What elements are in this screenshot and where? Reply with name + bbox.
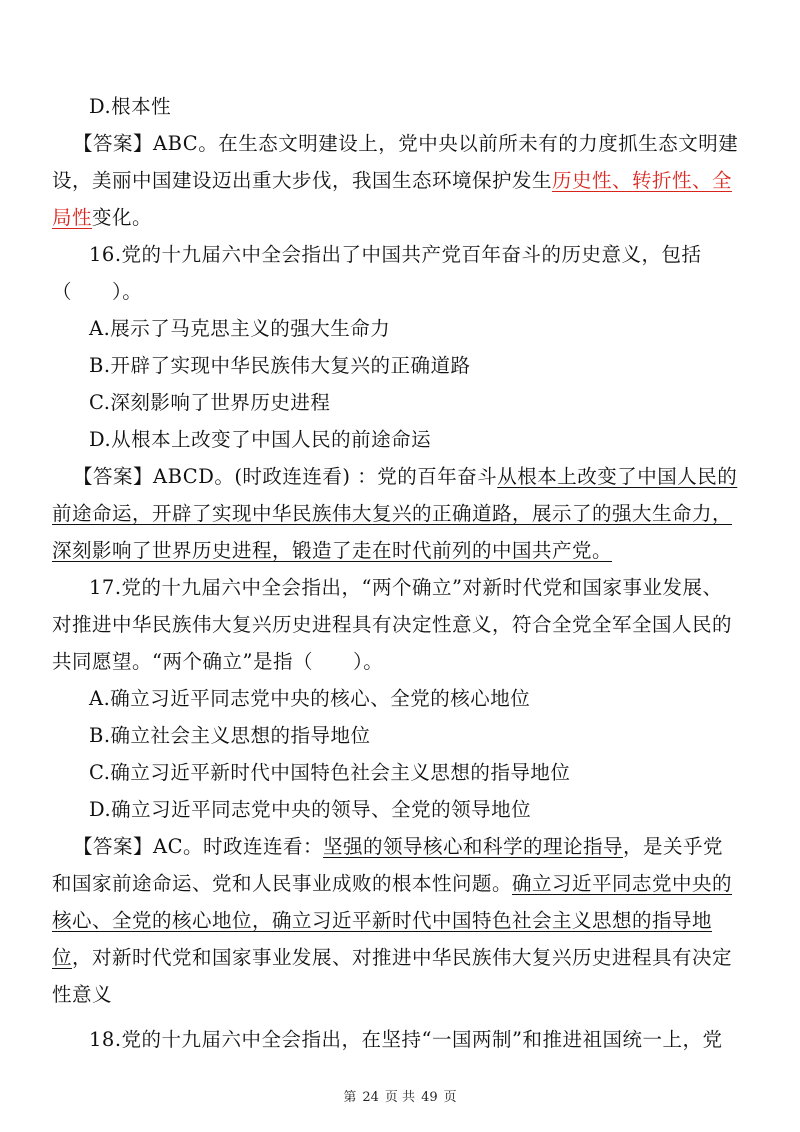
footer-middle: 页 共 (384, 1090, 416, 1105)
q17-answer (52, 828, 742, 1013)
q17-answer-underlined-2: 确立习近平同志党中央的核心、全党的核心地位，确立习近平新时代中国特色社会主义思想的指导地位 (52, 872, 733, 969)
footer-prefix: 第 (343, 1090, 357, 1105)
q17-option-c: C.确立习近平新时代中国特色社会主义思想的指导地位 (89, 761, 571, 784)
q15-answer (52, 125, 742, 236)
q17-answer-mid: ，是关乎党和国家前途命运、党和人民事业成败的根本性问题。 (52, 835, 724, 895)
q18-stem: 18.党的十九届六中全会指出，在坚持“一国两制”和推进祖国统一上，党 (89, 1028, 723, 1051)
footer-page-current: 24 (362, 1090, 379, 1105)
page-content (52, 88, 742, 1058)
q16-stem: 16.党的十九届六中全会指出了中国共产党百年奋斗的历史意义，包括（ ）。 (52, 243, 702, 303)
q17-option-b: B.确立社会主义思想的指导地位 (89, 724, 371, 747)
q17-answer-underlined-1: 坚强的领导核心和科学的理论指导 (323, 835, 624, 858)
q16-option-d: D.从根本上改变了中国人民的前途命运 (89, 428, 432, 451)
q16-option-a: A.展示了马克思主义的强大生命力 (89, 317, 391, 340)
q16-answer (52, 458, 742, 569)
q16-answer-underlined: 从根本上改变了中国人民的前途命运，开辟了实现中华民族伟大复兴的正确道路，展示了的强大生命力，深刻影响了世界历史进程，锻造了走在时代前列的中国共产党。 (52, 465, 738, 562)
q15-answer-highlight: 历史性、转折性、全局性 (52, 169, 733, 229)
footer-page-total: 49 (421, 1090, 438, 1105)
q17-answer-end: ，对新时代党和国家事业发展、对推进中华民族伟大复兴历史进程具有决定性意义 (52, 946, 733, 1006)
q16-option-b: B.开辟了实现中华民族伟大复兴的正确道路 (89, 354, 471, 377)
q15-answer-end: 变化。 (92, 206, 153, 229)
q17-stem: 17.党的十九届六中全会指出，“两个确立”对新时代党和国家事业发展、对推进中华民族伟大复兴历史进程具有决定性意义，符合全党全军全国人民的共同愿望。“两个确立”是指（ ）。 (52, 576, 733, 673)
q15-option-d: D.根本性 (89, 95, 172, 118)
q15-answer-text: 【答案】ABC。在生态文明建设上，党中央以前所未有的力度抓生态文明建设，美丽中国建设迈出重大步伐，我国生态环境保护发生 (52, 132, 739, 192)
footer-suffix: 页 (443, 1090, 457, 1105)
page-footer (0, 1086, 800, 1105)
q16-option-c: C.深刻影响了世界历史进程 (89, 391, 331, 414)
q17-answer-text: 【答案】AC。时政连连看： (73, 835, 324, 858)
q17-option-d: D.确立习近平同志党中央的领导、全党的领导地位 (89, 798, 532, 821)
q17-option-a: A.确立习近平同志党中央的核心、全党的核心地位 (89, 687, 531, 710)
q16-answer-text: 【答案】ABCD。(时政连连看) ：党的百年奋斗 (73, 465, 498, 488)
